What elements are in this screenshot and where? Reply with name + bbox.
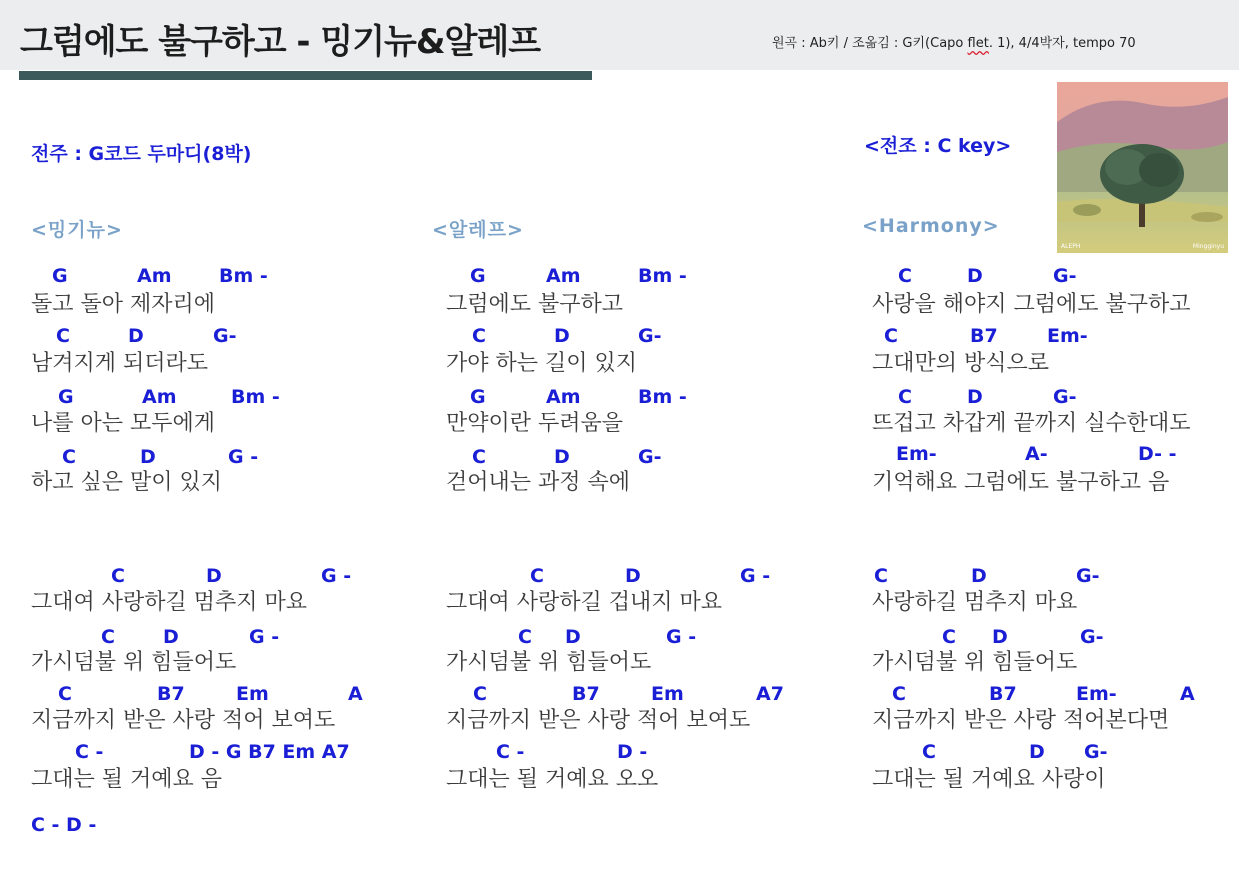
chord: C [530, 565, 544, 587]
song-meta [772, 32, 1136, 51]
lyric-line: 하고 싶은 말이 있지 [31, 470, 222, 495]
chord: C [942, 626, 956, 648]
chord: Am [546, 265, 581, 287]
chord: C [56, 325, 70, 347]
chord: A- [1025, 443, 1048, 465]
meta-pre: 원곡 : Ab키 / 조옮김 : G키(Capo [772, 36, 968, 51]
section-harmony: <Harmony> [862, 215, 1000, 237]
chord: C [884, 325, 898, 347]
lyric-line: 뜨겁고 차갑게 끝까지 실수한대도 [872, 411, 1191, 436]
lyric-line: 그대는 될 거예요 오오 [446, 767, 659, 792]
outro-chords: C - D - [31, 814, 97, 836]
chord: B7 [157, 683, 185, 705]
lyric-line: 남겨지게 되더라도 [31, 351, 209, 376]
chord: C [62, 446, 76, 468]
chord: G [58, 386, 74, 408]
album-art-image [1057, 82, 1228, 253]
chord: G - [228, 446, 259, 468]
chord: D [163, 626, 179, 648]
chord: C [101, 626, 115, 648]
album-art [1057, 82, 1228, 253]
chord: C [58, 683, 72, 705]
chord: C - [75, 741, 104, 763]
album-caption-right: Mingginyu [1192, 243, 1224, 250]
meta-post: . 1), 4/4박자, tempo 70 [988, 36, 1136, 51]
lyric-line: 걷어내는 과정 속에 [446, 470, 631, 495]
chord: Em- [1047, 325, 1088, 347]
chord: G- [1076, 565, 1100, 587]
lyric-line: 그대여 사랑하길 겁내지 마요 [446, 590, 723, 615]
chord: Am [546, 386, 581, 408]
chord: G- [638, 325, 662, 347]
chord: C [898, 386, 912, 408]
lyric-line: 그럼에도 불구하고 [446, 292, 624, 317]
chord: C - [496, 741, 525, 763]
lyric-line: 지금까지 받은 사랑 적어 보여도 [31, 708, 336, 733]
lyric-line: 그대만의 방식으로 [872, 351, 1050, 376]
lyric-line: 그대는 될 거예요 음 [31, 767, 222, 792]
chord: Em- [1076, 683, 1117, 705]
chord: G - [740, 565, 771, 587]
chord: D [554, 325, 570, 347]
lyric-line: 지금까지 받은 사랑 적어본다면 [872, 708, 1170, 733]
chord: G- [213, 325, 237, 347]
lyric-line: 지금까지 받은 사랑 적어 보여도 [446, 708, 751, 733]
chord: G [470, 265, 486, 287]
chord: C [892, 683, 906, 705]
lyric-line: 그대는 될 거예요 사랑이 [872, 767, 1106, 792]
chord: G- [1080, 626, 1104, 648]
chord: D- - [1138, 443, 1177, 465]
title-underline [19, 71, 592, 80]
chord: D [206, 565, 222, 587]
chord: D [625, 565, 641, 587]
chord: C [111, 565, 125, 587]
chord: Bm - [638, 265, 687, 287]
chord: Bm - [638, 386, 687, 408]
chord: G - [321, 565, 352, 587]
chord: Bm - [231, 386, 280, 408]
section-aleph: <알레프> [432, 219, 524, 241]
chord: D [554, 446, 570, 468]
section-mingginyu: <밍기뉴> [31, 219, 123, 241]
chord: B7 [572, 683, 600, 705]
chord: D - [617, 741, 648, 763]
lyric-line: 가시덤불 위 힘들어도 [446, 650, 652, 675]
chord: D [565, 626, 581, 648]
chord: C [874, 565, 888, 587]
lyric-line: 나를 아는 모두에게 [31, 411, 216, 436]
lyric-line: 만약이란 두려움을 [446, 411, 624, 436]
lyric-line: 그대여 사랑하길 멈추지 마요 [31, 590, 308, 615]
chord: Em [651, 683, 684, 705]
chord: C [473, 683, 487, 705]
chord: C [518, 626, 532, 648]
chord: Em- [896, 443, 937, 465]
page-title: 그럼에도 불구하고 - 밍기뉴&알레프 [20, 22, 541, 62]
chord: D [1029, 741, 1045, 763]
chord: C [922, 741, 936, 763]
chord: C [898, 265, 912, 287]
chord: G - [666, 626, 697, 648]
chord: D [140, 446, 156, 468]
chord: D [967, 386, 983, 408]
chord: A [348, 683, 363, 705]
lyric-line: 사랑하길 멈추지 마요 [872, 590, 1078, 615]
lyric-line: 사랑을 해야지 그럼에도 불구하고 [872, 292, 1191, 317]
chord: A7 [756, 683, 784, 705]
intro-label: 전주 : G코드 두마디(8박) [31, 143, 252, 165]
chord: D [971, 565, 987, 587]
chord: Am [137, 265, 172, 287]
chord: D [992, 626, 1008, 648]
chord: Bm - [219, 265, 268, 287]
chord: G- [1053, 386, 1077, 408]
lyric-line: 가시덤불 위 힘들어도 [31, 650, 237, 675]
chord: B7 [970, 325, 998, 347]
chord: A [1180, 683, 1195, 705]
chord: G [52, 265, 68, 287]
lyric-line: 가시덤불 위 힘들어도 [872, 650, 1078, 675]
chord: G [470, 386, 486, 408]
chord: B7 [989, 683, 1017, 705]
chord: D [967, 265, 983, 287]
chord: Em [236, 683, 269, 705]
lyric-line: 돌고 돌아 제자리에 [31, 292, 216, 317]
chord: C [472, 325, 486, 347]
chord: G- [1053, 265, 1077, 287]
lyric-line: 기억해요 그럼에도 불구하고 음 [872, 470, 1170, 495]
chord: D [128, 325, 144, 347]
chord: D - G B7 Em A7 [189, 741, 350, 763]
meta-flet: flet [967, 36, 989, 51]
lyric-line: 가야 하는 길이 있지 [446, 351, 637, 376]
chord: C [472, 446, 486, 468]
chord: Am [142, 386, 177, 408]
modulation-label: <전조 : C key> [864, 135, 1012, 157]
chord: G- [638, 446, 662, 468]
chord: G - [249, 626, 280, 648]
chord: G- [1084, 741, 1108, 763]
album-caption-left: ALEPH [1061, 243, 1081, 250]
